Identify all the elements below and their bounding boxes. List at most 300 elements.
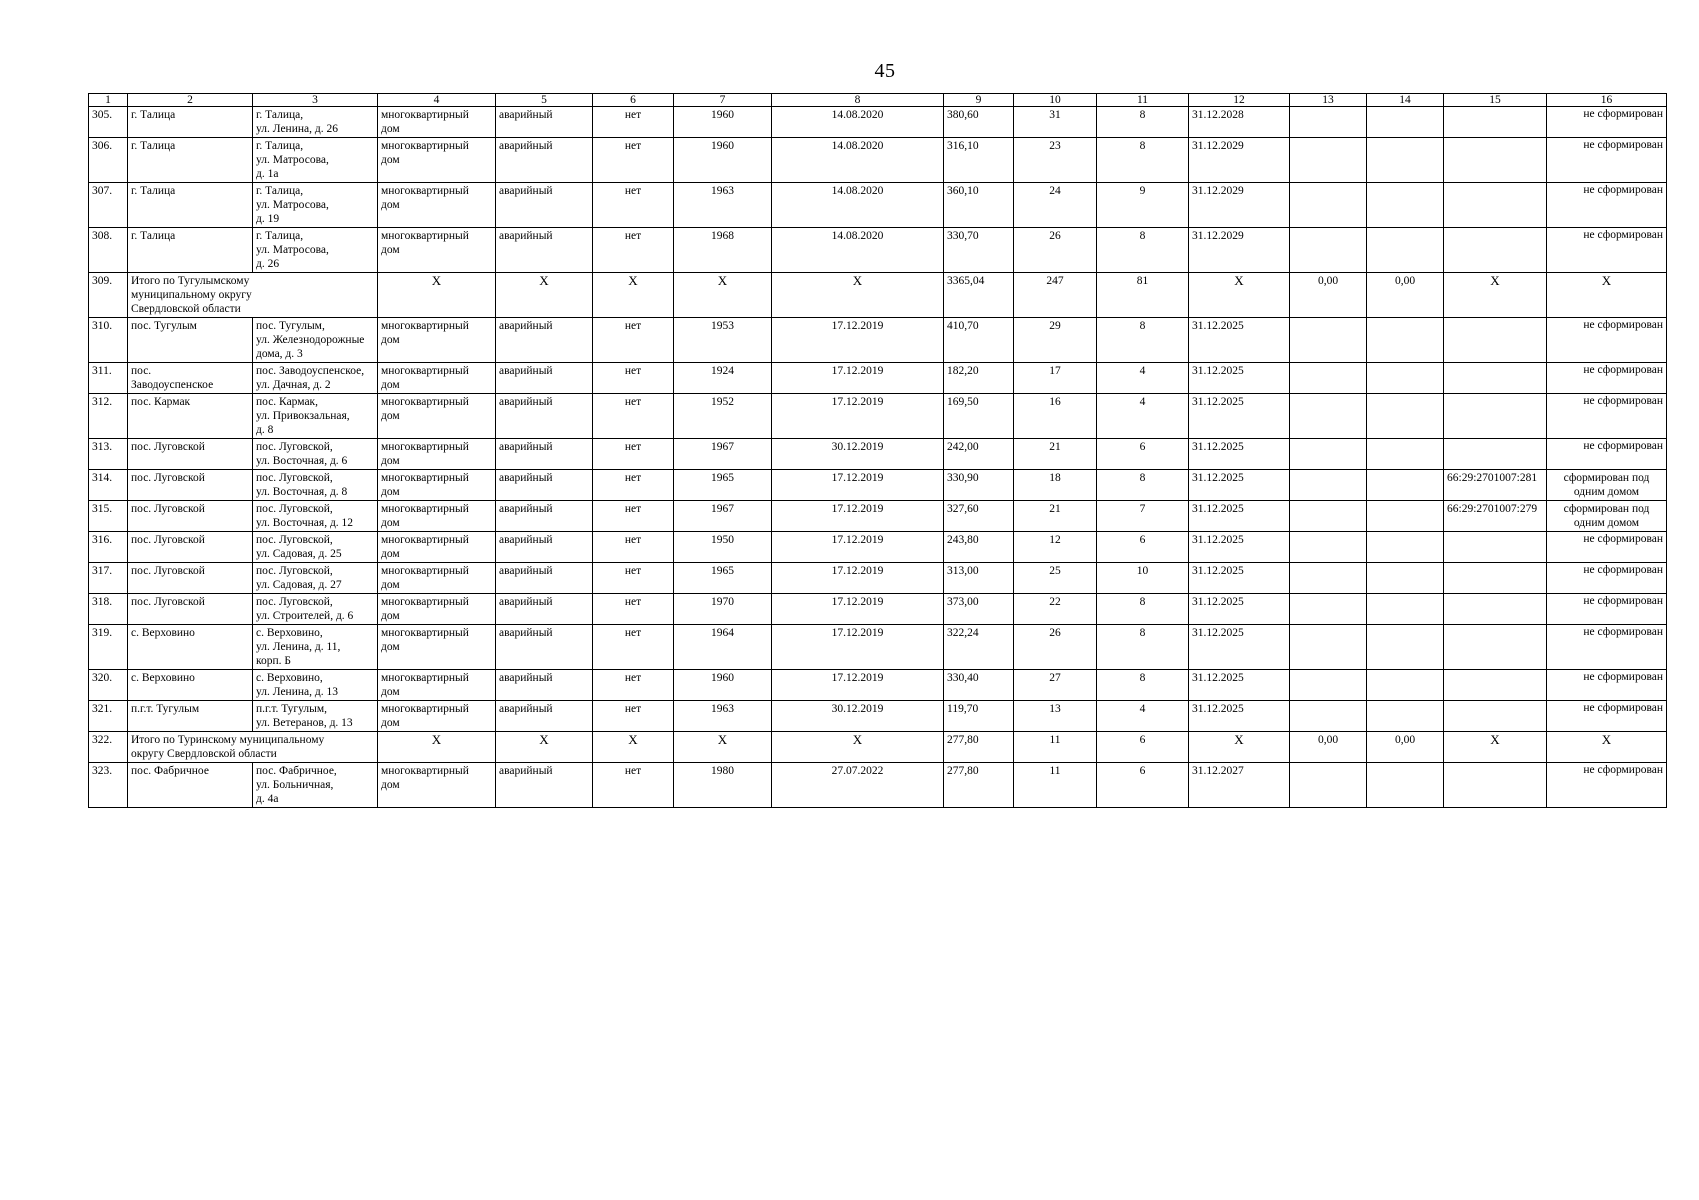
address: пос. Луговской, ул. Восточная, д. 8 bbox=[253, 470, 378, 501]
table-row bbox=[89, 394, 1667, 439]
address: г. Талица, ул. Матросова, д. 19 bbox=[253, 183, 378, 228]
value-13 bbox=[1290, 318, 1367, 363]
flag-cell: нет bbox=[593, 701, 674, 732]
flag-cell: нет bbox=[593, 670, 674, 701]
value-13 bbox=[1290, 532, 1367, 563]
rooms-count: 8 bbox=[1097, 625, 1189, 670]
value-14 bbox=[1367, 501, 1444, 532]
condition: аварийный bbox=[496, 501, 593, 532]
column-number-cell: 14 bbox=[1367, 94, 1444, 107]
value-14 bbox=[1367, 470, 1444, 501]
address: г. Талица, ул. Матросова, д. 1а bbox=[253, 138, 378, 183]
total-row bbox=[89, 273, 1667, 318]
table-row bbox=[89, 138, 1667, 183]
total-value-14: 0,00 bbox=[1367, 273, 1444, 318]
total-rooms: 6 bbox=[1097, 732, 1189, 763]
value-14 bbox=[1367, 138, 1444, 183]
flag-cell: нет bbox=[593, 563, 674, 594]
table-row bbox=[89, 318, 1667, 363]
residents-count: 22 bbox=[1014, 594, 1097, 625]
rooms-count: 9 bbox=[1097, 183, 1189, 228]
total-x: X bbox=[378, 732, 496, 763]
settlement: с. Верховино bbox=[128, 625, 253, 670]
total-x: X bbox=[772, 273, 944, 318]
residents-count: 11 bbox=[1014, 763, 1097, 808]
cadastral-number: 66:29:2701007:281 bbox=[1444, 470, 1547, 501]
row-number: 315. bbox=[89, 501, 128, 532]
residents-count: 26 bbox=[1014, 625, 1097, 670]
area-cell: 410,70 bbox=[944, 318, 1014, 363]
building-type: многоквартирный дом bbox=[378, 532, 496, 563]
land-plot-status: не сформирован bbox=[1547, 183, 1667, 228]
settlement: пос. Луговской bbox=[128, 563, 253, 594]
deadline-date: 31.12.2025 bbox=[1189, 363, 1290, 394]
row-number: 319. bbox=[89, 625, 128, 670]
table-row bbox=[89, 763, 1667, 808]
building-type: многоквартирный дом bbox=[378, 439, 496, 470]
building-type: многоквартирный дом bbox=[378, 363, 496, 394]
condition: аварийный bbox=[496, 532, 593, 563]
deadline-date: 31.12.2025 bbox=[1189, 394, 1290, 439]
flag-cell: нет bbox=[593, 183, 674, 228]
deadline-date: 31.12.2025 bbox=[1189, 470, 1290, 501]
settlement: пос. Луговской bbox=[128, 501, 253, 532]
year-built: 1980 bbox=[674, 763, 772, 808]
area-cell: 330,40 bbox=[944, 670, 1014, 701]
table-row bbox=[89, 532, 1667, 563]
deadline-date: 31.12.2025 bbox=[1189, 625, 1290, 670]
value-13 bbox=[1290, 183, 1367, 228]
table-row bbox=[89, 501, 1667, 532]
land-plot-status: не сформирован bbox=[1547, 318, 1667, 363]
cadastral-number bbox=[1444, 670, 1547, 701]
cadastral-number bbox=[1444, 625, 1547, 670]
value-13 bbox=[1290, 107, 1367, 138]
flag-cell: нет bbox=[593, 501, 674, 532]
condition: аварийный bbox=[496, 670, 593, 701]
address: пос. Луговской, ул. Садовая, д. 27 bbox=[253, 563, 378, 594]
area-cell: 373,00 bbox=[944, 594, 1014, 625]
flag-cell: нет bbox=[593, 107, 674, 138]
area-cell: 182,20 bbox=[944, 363, 1014, 394]
value-13 bbox=[1290, 563, 1367, 594]
flag-cell: нет bbox=[593, 394, 674, 439]
cadastral-number bbox=[1444, 563, 1547, 594]
table-row bbox=[89, 439, 1667, 470]
residents-count: 24 bbox=[1014, 183, 1097, 228]
address: с. Верховино, ул. Ленина, д. 11, корп. Б bbox=[253, 625, 378, 670]
row-number: 307. bbox=[89, 183, 128, 228]
deadline-date: 31.12.2027 bbox=[1189, 763, 1290, 808]
decision-date: 30.12.2019 bbox=[772, 701, 944, 732]
residents-count: 21 bbox=[1014, 501, 1097, 532]
cadastral-number bbox=[1444, 107, 1547, 138]
condition: аварийный bbox=[496, 625, 593, 670]
condition: аварийный bbox=[496, 363, 593, 394]
decision-date: 17.12.2019 bbox=[772, 563, 944, 594]
value-14 bbox=[1367, 701, 1444, 732]
land-plot-status: не сформирован bbox=[1547, 107, 1667, 138]
address: пос. Фабричное, ул. Больничная, д. 4а bbox=[253, 763, 378, 808]
cadastral-number bbox=[1444, 439, 1547, 470]
table-row bbox=[89, 107, 1667, 138]
total-x: X bbox=[593, 273, 674, 318]
land-plot-status: не сформирован bbox=[1547, 594, 1667, 625]
total-x: X bbox=[1189, 273, 1290, 318]
flag-cell: нет bbox=[593, 594, 674, 625]
area-cell: 243,80 bbox=[944, 532, 1014, 563]
year-built: 1970 bbox=[674, 594, 772, 625]
cadastral-number bbox=[1444, 183, 1547, 228]
value-13 bbox=[1290, 439, 1367, 470]
decision-date: 17.12.2019 bbox=[772, 532, 944, 563]
address: пос. Кармак, ул. Привокзальная, д. 8 bbox=[253, 394, 378, 439]
row-number: 314. bbox=[89, 470, 128, 501]
total-x: X bbox=[496, 732, 593, 763]
column-number-cell: 16 bbox=[1547, 94, 1667, 107]
table-body bbox=[89, 94, 1667, 808]
settlement: г. Талица bbox=[128, 107, 253, 138]
flag-cell: нет bbox=[593, 138, 674, 183]
row-number: 310. bbox=[89, 318, 128, 363]
residents-count: 29 bbox=[1014, 318, 1097, 363]
settlement: пос. Кармак bbox=[128, 394, 253, 439]
year-built: 1967 bbox=[674, 501, 772, 532]
land-plot-status: не сформирован bbox=[1547, 563, 1667, 594]
condition: аварийный bbox=[496, 394, 593, 439]
year-built: 1965 bbox=[674, 563, 772, 594]
flag-cell: нет bbox=[593, 318, 674, 363]
total-x: X bbox=[1444, 732, 1547, 763]
decision-date: 17.12.2019 bbox=[772, 501, 944, 532]
condition: аварийный bbox=[496, 594, 593, 625]
total-x: X bbox=[1444, 273, 1547, 318]
residents-count: 17 bbox=[1014, 363, 1097, 394]
total-x: X bbox=[1189, 732, 1290, 763]
value-14 bbox=[1367, 563, 1444, 594]
value-14 bbox=[1367, 439, 1444, 470]
land-plot-status: не сформирован bbox=[1547, 625, 1667, 670]
year-built: 1952 bbox=[674, 394, 772, 439]
year-built: 1964 bbox=[674, 625, 772, 670]
cadastral-number: 66:29:2701007:279 bbox=[1444, 501, 1547, 532]
value-14 bbox=[1367, 183, 1444, 228]
value-13 bbox=[1290, 470, 1367, 501]
row-number: 305. bbox=[89, 107, 128, 138]
value-13 bbox=[1290, 501, 1367, 532]
building-type: многоквартирный дом bbox=[378, 501, 496, 532]
value-14 bbox=[1367, 228, 1444, 273]
address: г. Талица, ул. Ленина, д. 26 bbox=[253, 107, 378, 138]
table-row bbox=[89, 563, 1667, 594]
area-cell: 316,10 bbox=[944, 138, 1014, 183]
table-row bbox=[89, 701, 1667, 732]
year-built: 1960 bbox=[674, 670, 772, 701]
decision-date: 27.07.2022 bbox=[772, 763, 944, 808]
column-number-row bbox=[89, 94, 1667, 107]
deadline-date: 31.12.2029 bbox=[1189, 228, 1290, 273]
rooms-count: 6 bbox=[1097, 439, 1189, 470]
settlement: г. Талица bbox=[128, 183, 253, 228]
row-number: 320. bbox=[89, 670, 128, 701]
rooms-count: 8 bbox=[1097, 318, 1189, 363]
cadastral-number bbox=[1444, 532, 1547, 563]
residents-count: 12 bbox=[1014, 532, 1097, 563]
settlement: с. Верховино bbox=[128, 670, 253, 701]
address: пос. Луговской, ул. Строителей, д. 6 bbox=[253, 594, 378, 625]
rooms-count: 4 bbox=[1097, 363, 1189, 394]
decision-date: 14.08.2020 bbox=[772, 138, 944, 183]
rooms-count: 4 bbox=[1097, 701, 1189, 732]
residents-count: 25 bbox=[1014, 563, 1097, 594]
total-x: X bbox=[674, 732, 772, 763]
value-14 bbox=[1367, 625, 1444, 670]
year-built: 1963 bbox=[674, 183, 772, 228]
deadline-date: 31.12.2025 bbox=[1189, 701, 1290, 732]
column-number-cell: 3 bbox=[253, 94, 378, 107]
year-built: 1950 bbox=[674, 532, 772, 563]
condition: аварийный bbox=[496, 228, 593, 273]
deadline-date: 31.12.2028 bbox=[1189, 107, 1290, 138]
value-13 bbox=[1290, 594, 1367, 625]
column-number-cell: 7 bbox=[674, 94, 772, 107]
column-number-cell: 12 bbox=[1189, 94, 1290, 107]
rooms-count: 8 bbox=[1097, 470, 1189, 501]
decision-date: 17.12.2019 bbox=[772, 363, 944, 394]
building-type: многоквартирный дом bbox=[378, 228, 496, 273]
condition: аварийный bbox=[496, 763, 593, 808]
flag-cell: нет bbox=[593, 532, 674, 563]
settlement: п.г.т. Тугулым bbox=[128, 701, 253, 732]
value-14 bbox=[1367, 594, 1444, 625]
row-number: 309. bbox=[89, 273, 128, 318]
flag-cell: нет bbox=[593, 363, 674, 394]
address: пос. Тугулым, ул. Железнодорожные дома, д. 3 bbox=[253, 318, 378, 363]
deadline-date: 31.12.2025 bbox=[1189, 594, 1290, 625]
building-type: многоквартирный дом bbox=[378, 594, 496, 625]
column-number-cell: 4 bbox=[378, 94, 496, 107]
condition: аварийный bbox=[496, 563, 593, 594]
rooms-count: 4 bbox=[1097, 394, 1189, 439]
settlement: г. Талица bbox=[128, 228, 253, 273]
decision-date: 30.12.2019 bbox=[772, 439, 944, 470]
year-built: 1960 bbox=[674, 138, 772, 183]
page-number: 45 bbox=[874, 60, 896, 82]
total-row bbox=[89, 732, 1667, 763]
condition: аварийный bbox=[496, 138, 593, 183]
area-cell: 119,70 bbox=[944, 701, 1014, 732]
value-13 bbox=[1290, 701, 1367, 732]
settlement: пос. Луговской bbox=[128, 532, 253, 563]
total-x: X bbox=[378, 273, 496, 318]
building-type: многоквартирный дом bbox=[378, 394, 496, 439]
rooms-count: 8 bbox=[1097, 228, 1189, 273]
land-plot-status: не сформирован bbox=[1547, 763, 1667, 808]
value-14 bbox=[1367, 318, 1444, 363]
flag-cell: нет bbox=[593, 625, 674, 670]
table-row bbox=[89, 470, 1667, 501]
residents-count: 27 bbox=[1014, 670, 1097, 701]
deadline-date: 31.12.2025 bbox=[1189, 318, 1290, 363]
value-13 bbox=[1290, 763, 1367, 808]
total-x: X bbox=[1547, 273, 1667, 318]
total-value-13: 0,00 bbox=[1290, 732, 1367, 763]
flag-cell: нет bbox=[593, 763, 674, 808]
column-number-cell: 11 bbox=[1097, 94, 1189, 107]
total-residents: 247 bbox=[1014, 273, 1097, 318]
decision-date: 17.12.2019 bbox=[772, 470, 944, 501]
deadline-date: 31.12.2025 bbox=[1189, 563, 1290, 594]
land-plot-status: не сформирован bbox=[1547, 701, 1667, 732]
flag-cell: нет bbox=[593, 228, 674, 273]
settlement: пос. Заводоуспенское bbox=[128, 363, 253, 394]
area-cell: 360,10 bbox=[944, 183, 1014, 228]
area-cell: 380,60 bbox=[944, 107, 1014, 138]
building-type: многоквартирный дом bbox=[378, 138, 496, 183]
decision-date: 17.12.2019 bbox=[772, 625, 944, 670]
row-number: 306. bbox=[89, 138, 128, 183]
decision-date: 17.12.2019 bbox=[772, 594, 944, 625]
area-cell: 330,90 bbox=[944, 470, 1014, 501]
column-number-cell: 1 bbox=[89, 94, 128, 107]
year-built: 1953 bbox=[674, 318, 772, 363]
value-14 bbox=[1367, 763, 1444, 808]
cadastral-number bbox=[1444, 363, 1547, 394]
row-number: 321. bbox=[89, 701, 128, 732]
building-type: многоквартирный дом bbox=[378, 763, 496, 808]
year-built: 1960 bbox=[674, 107, 772, 138]
decision-date: 14.08.2020 bbox=[772, 228, 944, 273]
value-14 bbox=[1367, 532, 1444, 563]
table-row bbox=[89, 363, 1667, 394]
value-13 bbox=[1290, 228, 1367, 273]
row-number: 313. bbox=[89, 439, 128, 470]
table-row bbox=[89, 625, 1667, 670]
address: г. Талица, ул. Матросова, д. 26 bbox=[253, 228, 378, 273]
rooms-count: 6 bbox=[1097, 532, 1189, 563]
residents-count: 18 bbox=[1014, 470, 1097, 501]
deadline-date: 31.12.2029 bbox=[1189, 138, 1290, 183]
condition: аварийный bbox=[496, 470, 593, 501]
value-13 bbox=[1290, 394, 1367, 439]
rooms-count: 10 bbox=[1097, 563, 1189, 594]
cadastral-number bbox=[1444, 763, 1547, 808]
value-13 bbox=[1290, 625, 1367, 670]
residents-count: 16 bbox=[1014, 394, 1097, 439]
total-label: Итого по Тугулымскому муниципальному округу Свердловской области bbox=[128, 273, 378, 318]
total-area: 3365,04 bbox=[944, 273, 1014, 318]
building-type: многоквартирный дом bbox=[378, 318, 496, 363]
settlement: пос. Тугулым bbox=[128, 318, 253, 363]
settlement: пос. Луговской bbox=[128, 439, 253, 470]
area-cell: 313,00 bbox=[944, 563, 1014, 594]
table-row bbox=[89, 670, 1667, 701]
land-plot-status: не сформирован bbox=[1547, 670, 1667, 701]
row-number: 308. bbox=[89, 228, 128, 273]
decision-date: 17.12.2019 bbox=[772, 670, 944, 701]
building-type: многоквартирный дом bbox=[378, 563, 496, 594]
land-plot-status: не сформирован bbox=[1547, 363, 1667, 394]
table-row bbox=[89, 183, 1667, 228]
address: пос. Луговской, ул. Восточная, д. 6 bbox=[253, 439, 378, 470]
total-label: Итого по Туринскому муниципальному округу Свердловской области bbox=[128, 732, 378, 763]
address: пос. Луговской, ул. Садовая, д. 25 bbox=[253, 532, 378, 563]
area-cell: 330,70 bbox=[944, 228, 1014, 273]
total-value-13: 0,00 bbox=[1290, 273, 1367, 318]
total-area: 277,80 bbox=[944, 732, 1014, 763]
year-built: 1967 bbox=[674, 439, 772, 470]
land-plot-status: сформирован под одним домом bbox=[1547, 501, 1667, 532]
condition: аварийный bbox=[496, 183, 593, 228]
row-number: 322. bbox=[89, 732, 128, 763]
residents-count: 31 bbox=[1014, 107, 1097, 138]
cadastral-number bbox=[1444, 138, 1547, 183]
building-type: многоквартирный дом bbox=[378, 701, 496, 732]
area-cell: 169,50 bbox=[944, 394, 1014, 439]
residents-count: 13 bbox=[1014, 701, 1097, 732]
deadline-date: 31.12.2025 bbox=[1189, 670, 1290, 701]
land-plot-status: не сформирован bbox=[1547, 532, 1667, 563]
address: пос. Луговской, ул. Восточная, д. 12 bbox=[253, 501, 378, 532]
value-13 bbox=[1290, 670, 1367, 701]
total-x: X bbox=[772, 732, 944, 763]
residents-count: 21 bbox=[1014, 439, 1097, 470]
total-x: X bbox=[674, 273, 772, 318]
building-type: многоквартирный дом bbox=[378, 470, 496, 501]
emergency-housing-table bbox=[88, 93, 1667, 808]
rooms-count: 8 bbox=[1097, 670, 1189, 701]
building-type: многоквартирный дом bbox=[378, 183, 496, 228]
settlement: пос. Луговской bbox=[128, 594, 253, 625]
condition: аварийный bbox=[496, 701, 593, 732]
deadline-date: 31.12.2029 bbox=[1189, 183, 1290, 228]
rooms-count: 6 bbox=[1097, 763, 1189, 808]
value-14 bbox=[1367, 363, 1444, 394]
rooms-count: 8 bbox=[1097, 594, 1189, 625]
rooms-count: 7 bbox=[1097, 501, 1189, 532]
row-number: 317. bbox=[89, 563, 128, 594]
deadline-date: 31.12.2025 bbox=[1189, 532, 1290, 563]
land-plot-status: не сформирован bbox=[1547, 439, 1667, 470]
settlement: пос. Луговской bbox=[128, 470, 253, 501]
row-number: 323. bbox=[89, 763, 128, 808]
year-built: 1965 bbox=[674, 470, 772, 501]
settlement: пос. Фабричное bbox=[128, 763, 253, 808]
area-cell: 327,60 bbox=[944, 501, 1014, 532]
decision-date: 14.08.2020 bbox=[772, 183, 944, 228]
area-cell: 277,80 bbox=[944, 763, 1014, 808]
value-14 bbox=[1367, 394, 1444, 439]
cadastral-number bbox=[1444, 228, 1547, 273]
total-value-14: 0,00 bbox=[1367, 732, 1444, 763]
decision-date: 14.08.2020 bbox=[772, 107, 944, 138]
year-built: 1963 bbox=[674, 701, 772, 732]
condition: аварийный bbox=[496, 107, 593, 138]
column-number-cell: 13 bbox=[1290, 94, 1367, 107]
building-type: многоквартирный дом bbox=[378, 107, 496, 138]
rooms-count: 8 bbox=[1097, 138, 1189, 183]
address: п.г.т. Тугулым, ул. Ветеранов, д. 13 bbox=[253, 701, 378, 732]
cadastral-number bbox=[1444, 318, 1547, 363]
total-x: X bbox=[496, 273, 593, 318]
value-14 bbox=[1367, 107, 1444, 138]
land-plot-status: сформирован под одним домом bbox=[1547, 470, 1667, 501]
value-13 bbox=[1290, 363, 1367, 394]
row-number: 312. bbox=[89, 394, 128, 439]
total-x: X bbox=[593, 732, 674, 763]
table-row bbox=[89, 228, 1667, 273]
residents-count: 23 bbox=[1014, 138, 1097, 183]
